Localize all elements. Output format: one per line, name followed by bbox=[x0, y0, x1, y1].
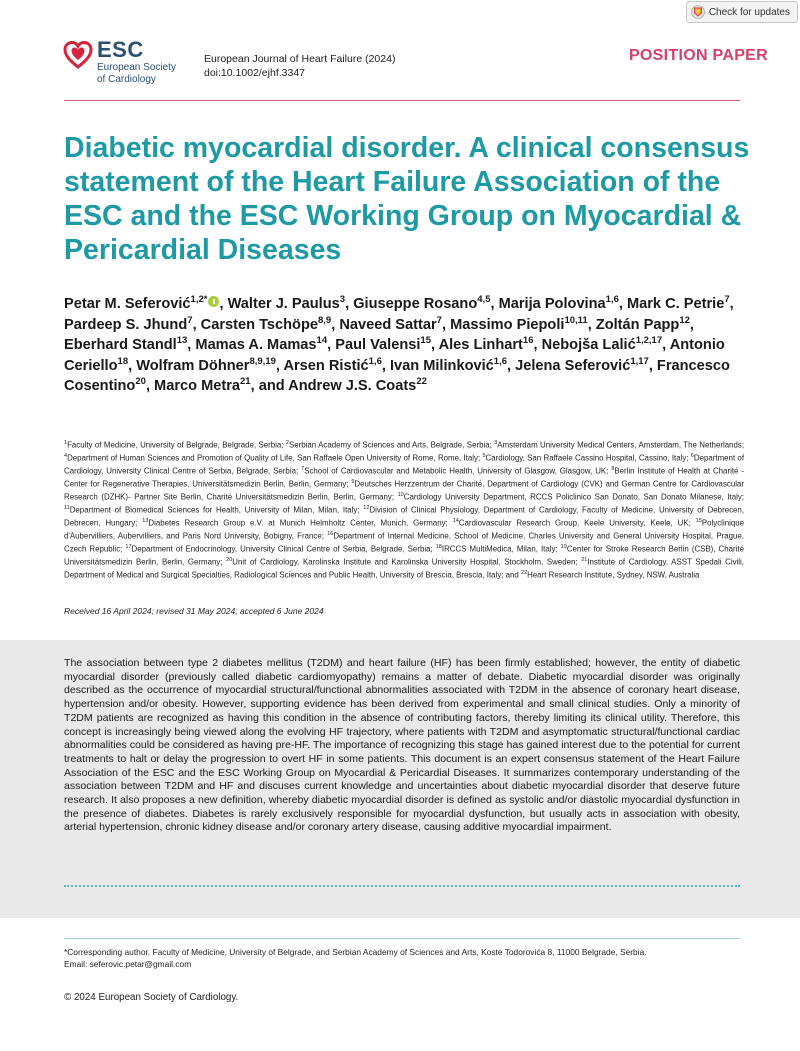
journal-name: European Journal of Heart Failure (2024) bbox=[204, 53, 396, 65]
affiliation-number: 11 bbox=[64, 505, 70, 512]
esc-logo-line1: European Society bbox=[97, 62, 176, 73]
affiliation-text: Cardiology, San Raffaele Cassino Hospital, Cassino, Italy; bbox=[485, 453, 689, 463]
author-affiliation-ref: 12 bbox=[679, 314, 690, 326]
affiliation-text: Institute of Cardiology, ASST Spedali Civili, Department of Medical and Surgical Specialties, Radiological Sciences and Public Health, University of Brescia, Brescia, Italy; and bbox=[64, 557, 744, 580]
author-affiliation-ref: 20 bbox=[135, 376, 146, 388]
author-name: Walter J. Paulus bbox=[227, 296, 340, 312]
author-name: Mamas A. Mamas bbox=[195, 337, 317, 354]
affiliation-number: 7 bbox=[301, 466, 305, 473]
abstract-text: The association between type 2 diabetes mellitus (T2DM) and heart failure (HF) has been firmly established; however, the entity of diabetic myocardial disorder (previously called diabetic cardiomyopathy) remains a matter of debate. Diabetic myocardial disorder was originally described as the occurrence of myocardial structural/functional abnormalities associated with T2DM in the absence of coronary heart disease, hypertension and/or obesity. However, supporting evidence has been derived from experimental and small clinical studies. Only a minority of T2DM patients are recognized as having this condition in the absence of contributing factors, thereby limiting its clinical utility. Therefore, this concept is increasingly being viewed along the evolving HF trajectory, where patients with T2DM and asymptomatic structural/functional cardiac abnormalities could be considered as having pre-HF. The importance of recognizing this stage has gained interest due to the potential for current treatments to halt or delay the progression to overt HF in some patients. This document is an expert consensus statement of the Heart Failure Association of the ESC and the ESC Working Group on Myocardial & Pericardial Diseases. It summarizes contemporary understanding of the association between T2DM and HF and discuses current knowledge and uncertainties about diabetic myocardial disorder that deserve future research. It also proposes a new definition, whereby diabetic myocardial disorder is defined as systolic and/or diastolic myocardial dysfunction in the presence of diabetes. Diabetes is rarely exclusively responsible for myocardial dysfunction, but usually acts in association with obesity, arterial hypertension, chronic kidney disease and/or coronary artery disease, causing additive myocardial impairment. bbox=[64, 657, 740, 834]
affiliation-text: Cardiology University Department, RCCS Policlinico San Donato, San Donato Milanese, Italy; bbox=[403, 492, 744, 502]
article-type: POSITION PAPER bbox=[628, 47, 768, 64]
affiliation-text: Berlin Institute of Health at Charité - Center for Regenerative Therapies, Universitätsmedizin Berlin, Berlin, Germany; bbox=[64, 466, 744, 489]
affiliation-number: 20 bbox=[226, 557, 233, 564]
affiliation-number: 8 bbox=[611, 466, 615, 473]
affiliation-number: 4 bbox=[64, 453, 68, 460]
author-affiliation-ref: 1,6 bbox=[493, 355, 507, 367]
author-affiliation-ref: 8,9,19 bbox=[249, 355, 276, 367]
author-affiliation-ref: 1,17 bbox=[630, 355, 649, 367]
affiliation-text: Center for Stroke Research Berlin (CSB), Charité Universitätsmedizin Berlin, Berlin, Germany; bbox=[64, 544, 744, 567]
check-for-updates-button[interactable] bbox=[686, 1, 798, 23]
author-affiliation-ref: 13 bbox=[176, 335, 188, 347]
affiliation-number: 6 bbox=[690, 453, 694, 460]
author-name: Massimo Piepoli bbox=[450, 316, 565, 333]
affiliations bbox=[64, 438, 744, 581]
author-name: Paul Valensi bbox=[335, 337, 421, 354]
affiliation-text: Division of Clinical Physiology, Department of Cardiology, Faculty of Medicine, University of Debrecen, Debrecen, Hungary; bbox=[64, 505, 745, 528]
affiliation-number: 10 bbox=[397, 492, 404, 499]
author-name: Andrew J.S. Coats bbox=[288, 378, 417, 395]
author-name: Giuseppe Rosano bbox=[353, 296, 478, 312]
author-name: Jelena Seferović bbox=[515, 357, 631, 374]
author-name: Carsten Tschöpe bbox=[200, 316, 318, 333]
affiliation-text: Amsterdam University Medical Centers, Amsterdam, The Netherlands; bbox=[497, 440, 745, 450]
author-affiliation-ref: 21 bbox=[240, 376, 251, 388]
author-name: Petar M. Seferović bbox=[64, 296, 191, 312]
affiliation-number: 16 bbox=[327, 531, 334, 538]
author-name: Francesco Cosentino bbox=[64, 357, 730, 395]
affiliation-text: School of Cardiovascular and Metabolic Health, University of Glasgow, Glasgow, UK; bbox=[304, 466, 609, 476]
author-name: Nebojša Lalić bbox=[541, 337, 636, 354]
affiliation-text: IRCCS MultiMedica, Milan, Italy; bbox=[441, 544, 558, 554]
affiliation-text: Serbian Academy of Sciences and Arts, Belgrade, Serbia; bbox=[288, 440, 492, 450]
affiliation-number: 14 bbox=[452, 518, 459, 525]
footnote-divider bbox=[64, 938, 740, 939]
author-name: Marija Polovina bbox=[498, 296, 606, 312]
affiliation-number: 13 bbox=[142, 518, 149, 525]
affiliation-number: 5 bbox=[482, 453, 486, 460]
author-name: Marco Metra bbox=[154, 378, 241, 395]
header-divider bbox=[64, 100, 740, 101]
author-affiliation-ref: 3 bbox=[339, 294, 346, 306]
author-affiliation-ref: 7 bbox=[187, 314, 193, 326]
crossmark-icon bbox=[691, 5, 705, 19]
affiliation-number: 18 bbox=[435, 544, 442, 551]
affiliation-number: 9 bbox=[351, 479, 355, 486]
affiliation-number: 15 bbox=[695, 518, 702, 525]
author-name: Ivan Milinković bbox=[389, 357, 494, 374]
journal-info bbox=[204, 52, 395, 80]
author-name: Wolfram Döhner bbox=[136, 357, 250, 374]
affiliation-text: Heart Research Institute, Sydney, NSW, Australia bbox=[527, 570, 700, 580]
author-affiliation-ref: 1,2,17 bbox=[635, 335, 663, 347]
author-name: Eberhard Standl bbox=[64, 337, 177, 354]
affiliation-number: 1 bbox=[64, 440, 68, 446]
author-name: Mark C. Petrie bbox=[626, 296, 725, 312]
author-affiliation-ref: 8,9 bbox=[318, 314, 332, 326]
author-affiliation-ref: 7 bbox=[436, 314, 442, 326]
affiliation-number: 3 bbox=[494, 440, 498, 446]
esc-logo-text bbox=[97, 38, 176, 86]
affiliation-number: 21 bbox=[581, 557, 588, 564]
affiliation-text: Diabetes Research Group e.V. at Munich Helmholtz Center, Munich, Germany; bbox=[148, 518, 448, 528]
received-dates: Received 16 April 2024; revised 31 May 2024; accepted 6 June 2024 bbox=[64, 606, 324, 616]
author-name: Zoltán Papp bbox=[595, 316, 680, 333]
author-name: Ales Linhart bbox=[438, 337, 523, 354]
copyright-notice: © 2024 European Society of Cardiology. bbox=[64, 992, 239, 1003]
author-affiliation-ref: 10,11 bbox=[564, 314, 588, 326]
affiliation-text: Department of Cardiology, University Clinical Centre of Serbia, Belgrade, Serbia; bbox=[64, 453, 745, 476]
author-name: Naveed Sattar bbox=[339, 316, 437, 333]
affiliation-text: Department of Internal Medicine, School of Medicine, Charles University and General University Hospital, Prague, Czech Republic; bbox=[64, 531, 744, 554]
article-title: Diabetic myocardial disorder. A clinical consensus statement of the Heart Failure Association of the ESC and the ESC Working Group on Myocardial & Pericardial Diseases bbox=[64, 132, 750, 266]
affiliation-text: Department of Endocrinology, University Clinical Centre of Serbia, Belgrade, Serbia; bbox=[131, 544, 433, 554]
corresponding-author-mark: * bbox=[203, 294, 208, 306]
affiliation-text: Polyclinique d'Aubervilliers, Aubervilliers, and Paris Nord University, Bobigny, France; bbox=[64, 518, 744, 541]
author-affiliation-ref: 18 bbox=[117, 355, 129, 367]
author-affiliation-ref: 4,5 bbox=[477, 294, 491, 306]
corresponding-author-address: *Corresponding author. Faculty of Medicine, University of Belgrade, and Serbian Academy of Sciences and Arts, Koste Todorovića 8, 11000 Belgrade, Serbia. bbox=[64, 947, 647, 957]
affiliation-number: 2 bbox=[285, 440, 289, 446]
esc-logo bbox=[63, 38, 193, 92]
author-affiliation-ref: 15 bbox=[420, 335, 431, 347]
corresponding-author-email[interactable]: Email: seferovic.petar@gmail.com bbox=[64, 958, 192, 969]
orcid-icon[interactable] bbox=[208, 296, 219, 307]
author-affiliation-ref: 1,6 bbox=[368, 355, 382, 367]
affiliation-number: 17 bbox=[125, 544, 132, 551]
abstract-dotted-divider bbox=[64, 885, 740, 887]
corresponding-author-note bbox=[64, 947, 754, 970]
esc-heart-icon bbox=[63, 40, 93, 70]
author-affiliation-ref: 7 bbox=[724, 294, 730, 306]
affiliation-number: 12 bbox=[363, 505, 370, 512]
affiliation-text: Deutsches Herzzentrum der Charité, Department of Cardiology (CVK) and German Centre for Cardiovascular Research (DZHK)- Partner Site Berlin, Charité Universitätsmedizin Berlin, Berlin, Germany; bbox=[64, 479, 744, 502]
affiliation-number: 22 bbox=[521, 570, 528, 577]
author-name: Arsen Ristić bbox=[283, 357, 369, 374]
affiliation-text: Unit of Cardiology, Karolinska Institute and Karolinska University Hospital, Stockholm, Sweden; bbox=[232, 557, 578, 567]
esc-logo-brand: ESC bbox=[97, 37, 144, 62]
journal-doi[interactable]: doi:10.1002/ejhf.3347 bbox=[204, 67, 306, 79]
author-affiliation-ref: 16 bbox=[522, 335, 534, 347]
author-list: Petar M. Seferović$^{1,2*}$ , Walter J. Paulus$^3$, Giuseppe Rosano$^{4,5}$, Marija Polovina$^{1,6}$, Mark C. Petrie$^7$, Pardeep S. Jhund$^7$, Carsten Tschöpe$^{8,9}$, Naveed Sattar$^7$, Massimo Piepoli$^{10,11}$, Zoltán Papp$^{12}$, Eberhard Standl$^{13}$, Mamas A. Mamas$^{14}$, Paul Valensi$^{15}$, Ales Linhart$^{16}$, Nebojša Lalić$^{1,2,17}$, Antonio Ceriello$^{18}$, Wolfram Döhner$^{8,9,19}$, Arsen Ristić$^{1,6}$, Ivan Milinković$^{1,6}$, Jelena Seferović$^{1,17}$, Francesco Cosentino$^{20}$, Marco Metra$^{21}$, and Andrew J.S. Coats$^{22}$ bbox=[64, 294, 734, 395]
author-affiliation-ref: 1,2 bbox=[190, 294, 204, 306]
affiliation-text: Department of Human Sciences and Promotion of Quality of Life, San Raffaele Open University of Rome, Rome, Italy; bbox=[67, 453, 481, 463]
author-name: Antonio Ceriello bbox=[64, 337, 725, 374]
esc-logo-line2: of Cardiology bbox=[97, 74, 156, 85]
check-for-updates-label: Check for updates bbox=[708, 6, 790, 18]
affiliation-text: Faculty of Medicine, University of Belgrade, Belgrade, Serbia; bbox=[67, 440, 284, 450]
affiliation-text: Department of Biomedical Sciences for Health, University of Milan, Milan, Italy; bbox=[69, 505, 360, 515]
affiliation-number: 19 bbox=[560, 544, 567, 551]
author-affiliation-ref: 22 bbox=[416, 376, 427, 388]
affiliation-text: Cardiovascular Research Group, Keele University, Keele, UK; bbox=[458, 518, 691, 528]
author-affiliation-ref: 1,6 bbox=[605, 294, 619, 306]
author-name: Pardeep S. Jhund bbox=[64, 316, 188, 333]
author-affiliation-ref: 14 bbox=[316, 335, 328, 347]
